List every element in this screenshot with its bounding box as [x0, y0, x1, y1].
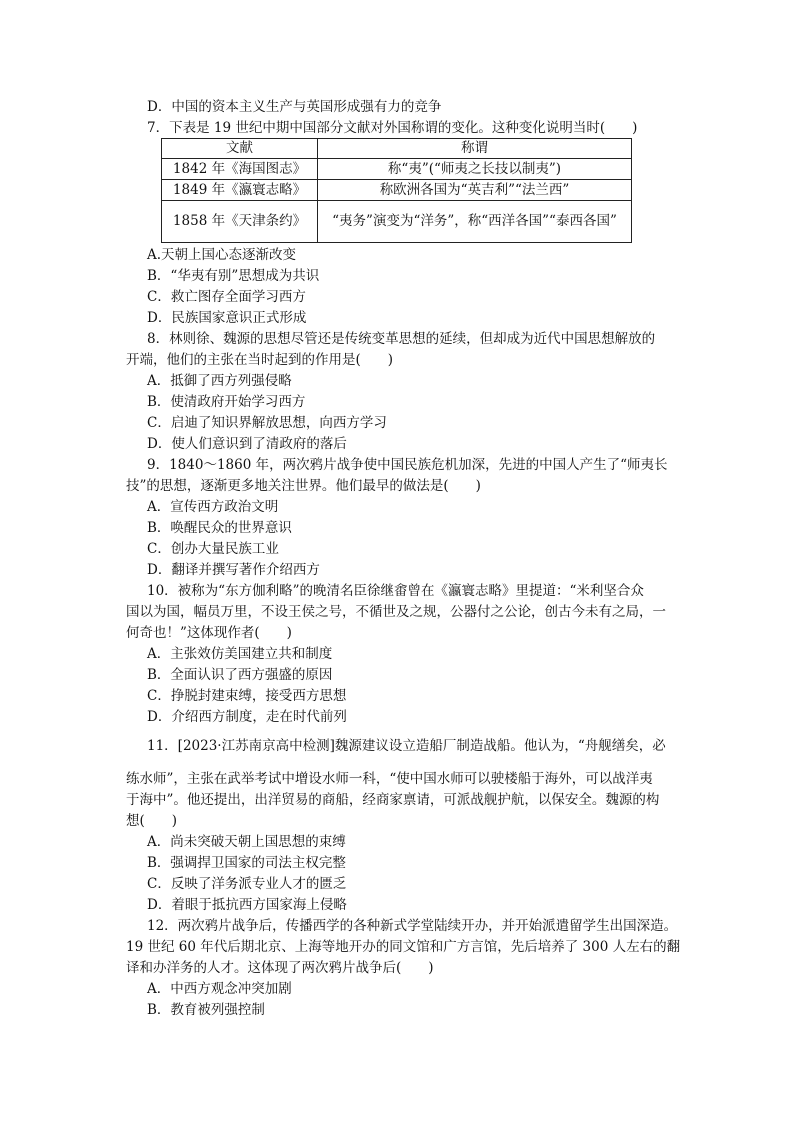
question-11-stem-line-3: 于海中”。他还提出，出洋贸易的商船，经商家禀请，可派战舰护航，以保安全。魏源的构 [126, 792, 660, 808]
table-cell: 称欧洲各国为“英吉利”“法兰西” [318, 180, 632, 201]
question-9-option-b: B．唤醒民众的世界意识 [147, 520, 292, 536]
question-8-stem-line-1: 8．林则徐、魏源的思想尽管还是传统变革思想的延续，但却成为近代中国思想解放的 [147, 331, 656, 347]
question-9-option-c: C．创办大量民族工业 [147, 541, 279, 557]
question-9-stem-line-2: 技”的思想，逐渐更多地关注世界。他们最早的做法是( ) [126, 478, 481, 494]
table-row [162, 159, 632, 180]
table-cell: 1842 年《海国图志》 [162, 159, 318, 180]
table-header-cell: 文献 [162, 139, 318, 159]
question-10-option-b: B．全面认识了西方强盛的原因 [147, 667, 333, 683]
question-7-option-c: C．救亡图存全面学习西方 [147, 289, 306, 305]
question-9-option-d: D．翻译并撰写著作介绍西方 [147, 562, 320, 578]
question-8-option-d: D．使人们意识到了清政府的落后 [147, 436, 347, 452]
table-header-row [162, 139, 632, 159]
question-7-option-a: A.天朝上国心态逐渐改变 [147, 247, 297, 263]
question-10-option-c: C．挣脱封建束缚，接受西方思想 [147, 688, 347, 704]
question-8-option-c: C．启迪了知识界解放思想，向西方学习 [147, 415, 387, 431]
question-12-option-a: A．中西方观念冲突加剧 [147, 981, 292, 997]
question-9-stem-line-1: 9．1840～1860 年，两次鸦片战争使中国民族危机加深，先进的中国人产生了“师夷长 [147, 457, 668, 473]
question-11-option-b: B．强调捍卫国家的司法主权完整 [147, 855, 346, 871]
question-6-option-d: D．中国的资本主义生产与英国形成强有力的竞争 [147, 99, 442, 115]
table-row [162, 180, 632, 201]
question-7-option-b: B．“华夷有别”思想成为共识 [147, 268, 320, 284]
question-11-stem-line-2: 练水师”，主张在武举考试中增设水师一科，“使中国水师可以驶楼船于海外，可以战洋夷 [126, 771, 653, 787]
question-12-stem-line-2: 19 世纪 60 年代后期北京、上海等地开办的同文馆和广方言馆，先后培养了 300 人左右的翻 [126, 939, 681, 955]
appellation-table [161, 138, 632, 243]
question-11-stem-line-4: 想( ) [126, 813, 178, 829]
question-12-option-b: B．教育被列强控制 [147, 1002, 265, 1018]
question-11-stem-line-1: 11．[2023·江苏南京高中检测]魏源建议设立造船厂制造战船。他认为，“舟舰缮矣，必 [147, 738, 666, 754]
table-cell: “夷务”演变为“洋务”，称“西洋各国”“泰西各国” [318, 201, 632, 243]
question-10-option-d: D．介绍西方制度，走在时代前列 [147, 709, 347, 725]
question-7-option-d: D．民族国家意识正式形成 [147, 310, 307, 326]
question-12-stem-line-3: 译和办洋务的人才。这体现了两次鸦片战争后( ) [126, 960, 434, 976]
question-8-stem-line-2: 开端，他们的主张在当时起到的作用是( ) [126, 352, 394, 368]
table-header-cell: 称谓 [318, 139, 632, 159]
question-10-stem-line-1: 10．被称为“东方伽利略”的晚清名臣徐继畬曾在《瀛寰志略》里提道：“米利坚合众 [147, 583, 644, 599]
table-cell: 1858 年《天津条约》 [162, 201, 318, 243]
table-row [162, 201, 632, 243]
question-10-stem-line-2: 国以为国，幅员万里，不设王侯之号，不循世及之规，公器付之公论，创古今未有之局，一 [126, 604, 666, 620]
question-11-option-a: A．尚未突破天朝上国思想的束缚 [147, 834, 346, 850]
question-12-stem-line-1: 12．两次鸦片战争后，传播西学的各种新式学堂陆续开办，并开始派遣留学生出国深造。 [147, 918, 678, 934]
question-8-option-b: B．使清政府开始学习西方 [147, 394, 306, 410]
question-8-option-a: A．抵御了西方列强侵略 [147, 373, 292, 389]
question-7-stem: 7．下表是 19 世纪中期中国部分文献对外国称谓的变化。这种变化说明当时( ) [147, 120, 638, 136]
question-10-stem-line-3: 何奇也！”这体现作者( ) [126, 625, 292, 641]
question-11-option-c: C．反映了洋务派专业人才的匮乏 [147, 876, 347, 892]
question-9-option-a: A．宣传西方政治文明 [147, 499, 279, 515]
question-10-option-a: A．主张效仿美国建立共和制度 [147, 646, 333, 662]
table-cell: 1849 年《瀛寰志略》 [162, 180, 318, 201]
question-11-option-d: D．着眼于抵抗西方国家海上侵略 [147, 897, 347, 913]
table-cell: 称“夷”(“师夷之长技以制夷”) [318, 159, 632, 180]
